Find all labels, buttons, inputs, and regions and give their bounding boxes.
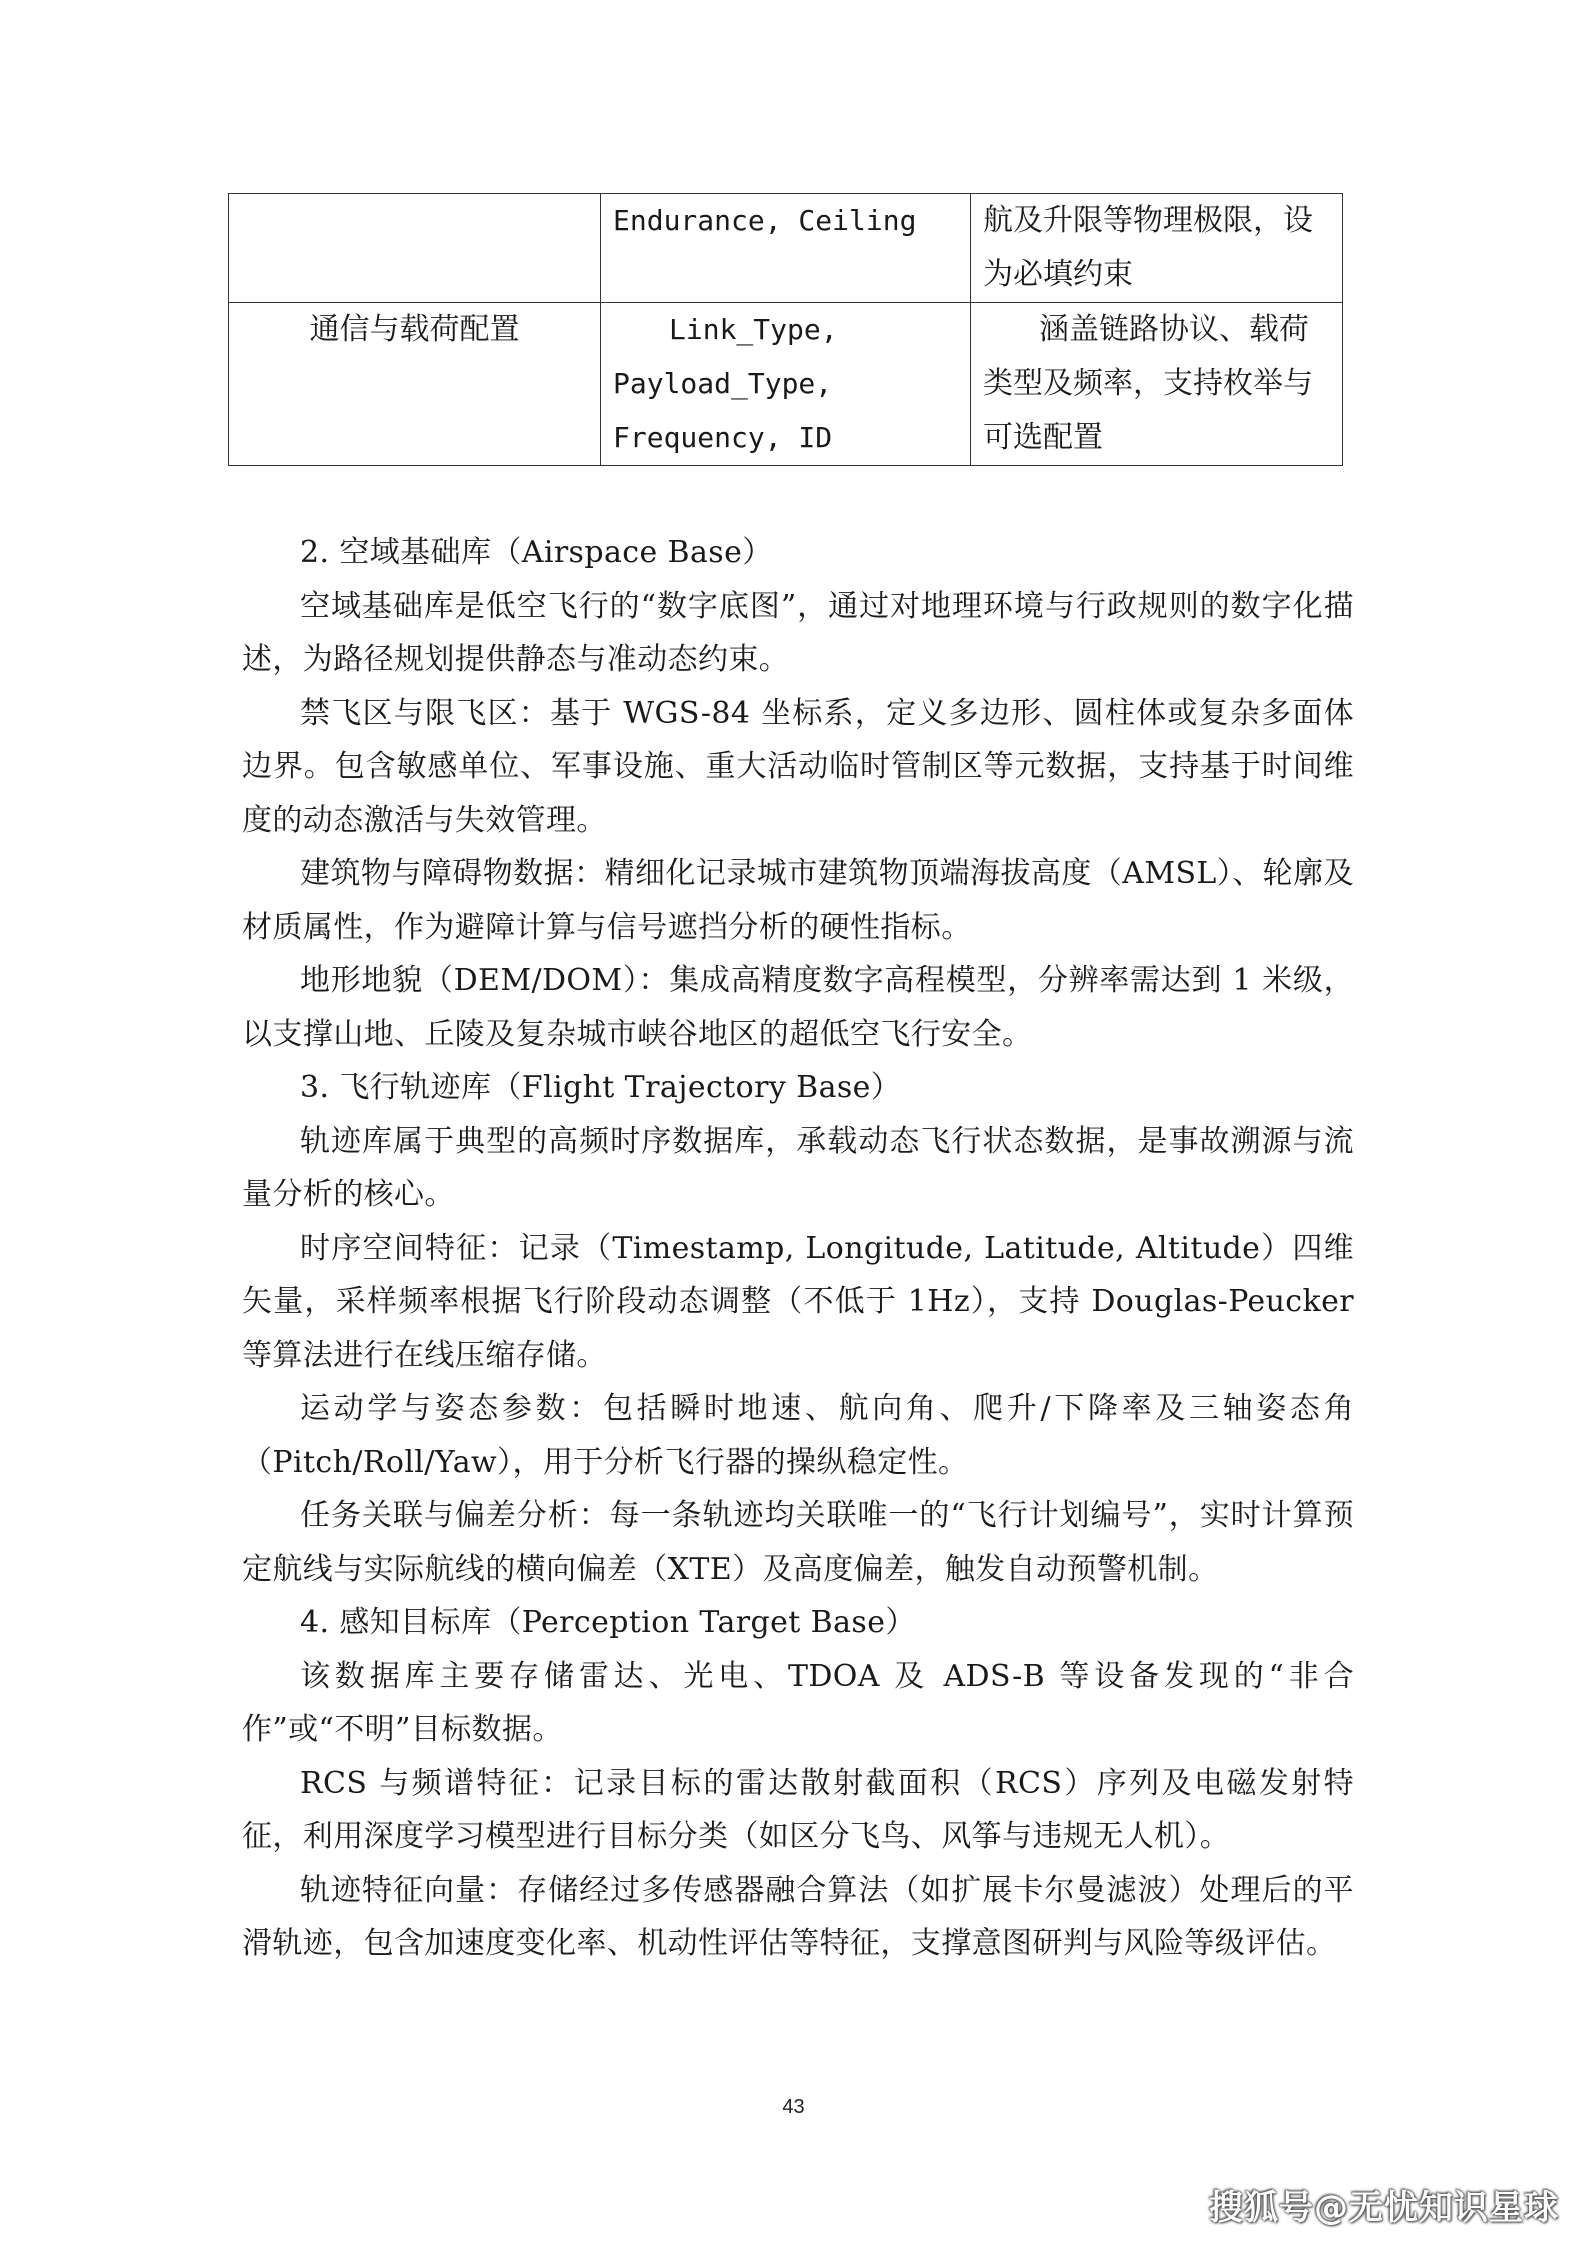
paragraph: 地形地貌（DEM/DOM）：集成高精度数字高程模型，分辨率需达到 1 米级，以支撑山地、丘陵及复杂城市峡谷地区的超低空飞行安全。 — [242, 963, 1354, 1052]
spec-table — [228, 193, 1343, 466]
section-heading-perception: 4. 感知目标库（Perception Target Base） — [300, 1605, 916, 1640]
paragraph: 任务关联与偏差分析：每一条轨迹均关联唯一的“飞行计划编号”，实时计算预定航线与实际航线的横向偏差（XTE）及高度偏差，触发自动预警机制。 — [242, 1498, 1354, 1587]
paragraph: 轨迹库属于典型的高频时序数据库，承载动态飞行状态数据，是事故溯源与流量分析的核心。 — [242, 1123, 1354, 1212]
table-row — [229, 194, 1343, 303]
field-line: Frequency, ID — [613, 421, 833, 454]
section-heading-airspace: 2. 空域基础库（Airspace Base） — [300, 535, 773, 570]
watermark: 搜狐号@无忧知识星球 — [1209, 2188, 1559, 2228]
field-line: Payload_Type, — [613, 367, 833, 400]
table-cell-fields — [601, 303, 971, 466]
paragraph: 空域基础库是低空飞行的“数字底图”，通过对地理环境与行政规则的数字化描述，为路径规划提供静态与准动态约束。 — [242, 588, 1354, 677]
body-text — [242, 526, 1354, 1971]
table-row — [229, 303, 1343, 466]
table-cell-description: 涵盖链路协议、载荷类型及频率，支持枚举与可选配置 — [971, 303, 1343, 466]
table-cell-category: 通信与载荷配置 — [229, 303, 601, 466]
field-line: Endurance, Ceiling — [613, 204, 917, 237]
paragraph: 轨迹特征向量：存储经过多传感器融合算法（如扩展卡尔曼滤波）处理后的平滑轨迹，包含加速度变化率、机动性评估等特征，支撑意图研判与风险等级评估。 — [242, 1872, 1354, 1961]
field-line: Link_Type, — [669, 313, 838, 346]
section-heading-trajectory: 3. 飞行轨迹库（Flight Trajectory Base） — [300, 1070, 902, 1105]
paragraph: 时序空间特征：记录（Timestamp, Longitude, Latitude, Altitude）四维矢量，采样频率根据飞行阶段动态调整（不低于 1Hz），支持 Douglas-Peucker 等算法进行在线压缩存储。 — [242, 1230, 1354, 1373]
table-cell-description: 航及升限等物理极限，设为必填约束 — [971, 194, 1343, 303]
page-number: 43 — [782, 2096, 805, 2118]
paragraph: 该数据库主要存储雷达、光电、TDOA 及 ADS-B 等设备发现的“非合作”或“不明”目标数据。 — [242, 1658, 1354, 1747]
paragraph: 建筑物与障碍物数据：精细化记录城市建筑物顶端海拔高度（AMSL）、轮廓及材质属性，作为避障计算与信号遮挡分析的硬性指标。 — [242, 856, 1354, 945]
table-cell-fields — [601, 194, 971, 303]
paragraph: 禁飞区与限飞区：基于 WGS-84 坐标系，定义多边形、圆柱体或复杂多面体边界。包含敏感单位、军事设施、重大活动临时管制区等元数据，支持基于时间维度的动态激活与失效管理。 — [242, 695, 1354, 838]
paragraph: 运动学与姿态参数：包括瞬时地速、航向角、爬升/下降率及三轴姿态角（Pitch/Roll/Yaw），用于分析飞行器的操纵稳定性。 — [242, 1391, 1354, 1480]
table-cell-category — [229, 194, 601, 303]
paragraph: RCS 与频谱特征：记录目标的雷达散射截面积（RCS）序列及电磁发射特征，利用深度学习模型进行目标分类（如区分飞鸟、风筝与违规无人机）。 — [242, 1765, 1354, 1854]
